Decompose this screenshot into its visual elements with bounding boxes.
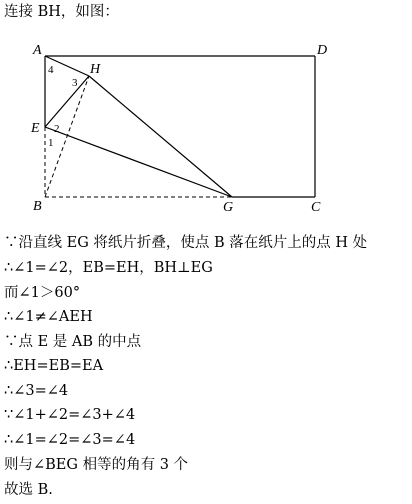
label-A: A (33, 43, 42, 58)
label-E: E (31, 121, 40, 136)
label-G: G (223, 200, 234, 215)
geometry-figure (0, 0, 412, 230)
angle-label-3: 3 (72, 77, 78, 89)
proof-line-3: 而∠1＞60° (4, 285, 81, 301)
proof-line-7: ∴∠3=∠4 (4, 383, 69, 399)
angle-label-1: 1 (48, 137, 54, 149)
proof-line-6: ∴EH=EB=EA (4, 358, 104, 374)
proof-line-5: ∵点 E 是 AB 的中点 (4, 334, 142, 350)
label-C: C (311, 200, 321, 215)
proof-line-4: ∴∠1≠∠AEH (4, 309, 93, 325)
angle-label-4: 4 (48, 64, 54, 76)
label-B: B (33, 199, 42, 214)
proof-line-11: 故选 B. (4, 482, 53, 498)
label-D: D (317, 43, 328, 58)
intro-text: 连接 BH，如图： (4, 4, 119, 20)
segment-EH (45, 76, 89, 127)
segment-EG (45, 127, 232, 197)
proof-line-8: ∵∠1+∠2=∠3+∠4 (4, 407, 136, 423)
proof-line-10: 则与∠BEG 相等的角有 3 个 (4, 457, 189, 473)
proof-line-1: ∵沿直线 EG 将纸片折叠，使点 B 落在纸片上的点 H 处 (4, 235, 368, 251)
segment-HG (89, 76, 232, 197)
label-H: H (90, 62, 101, 77)
proof-line-9: ∴∠1=∠2=∠3=∠4 (4, 432, 136, 448)
angle-label-2: 2 (54, 123, 60, 135)
proof-line-2: ∴∠1=∠2，EB=EH，BH⊥EG (4, 260, 213, 276)
